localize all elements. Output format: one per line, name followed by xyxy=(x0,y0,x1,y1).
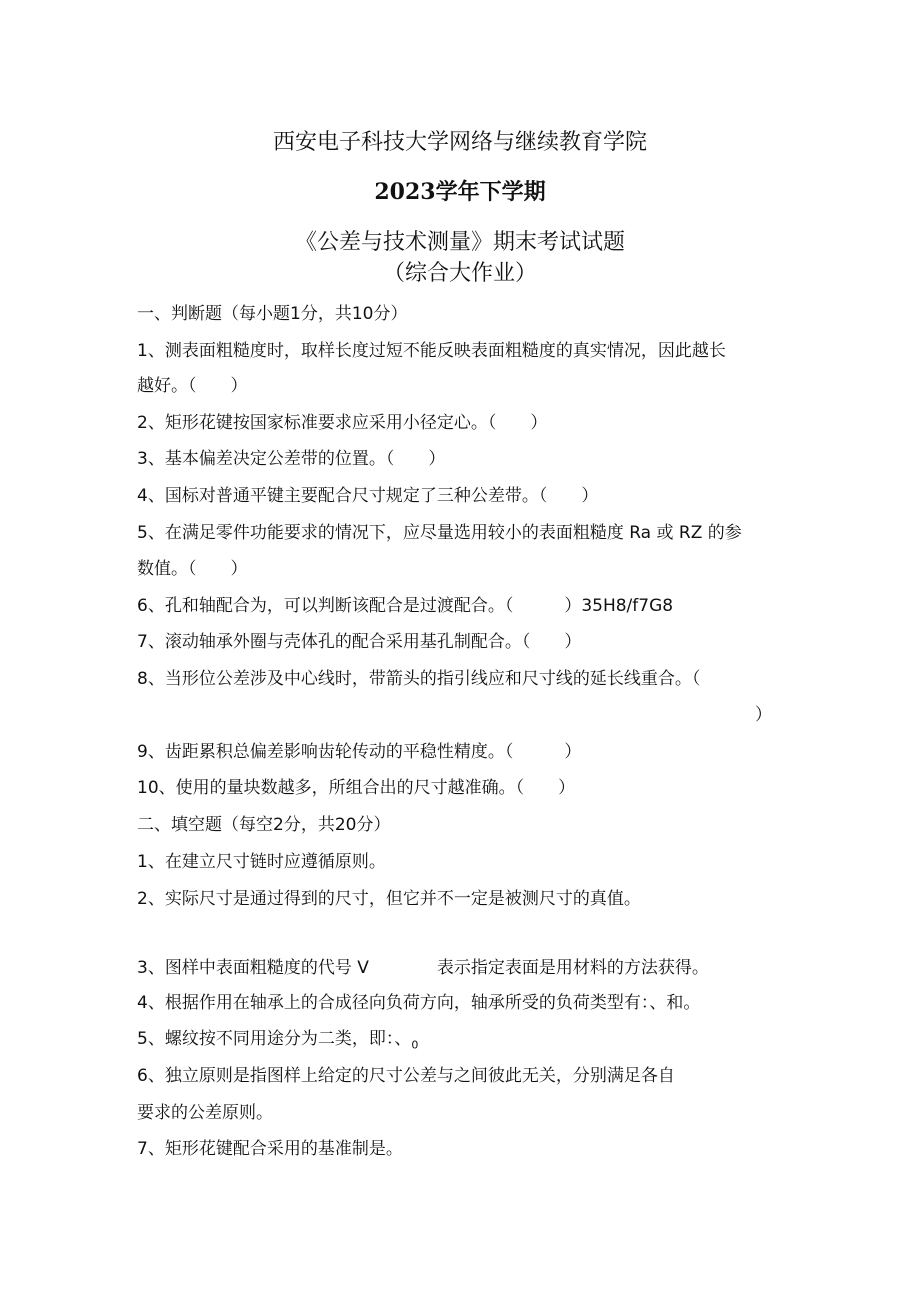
s1-q6-note: 35H8/f7G8 xyxy=(581,596,674,616)
s1-q10: 10、使用的量块数越多，所组合出的尺寸越准确。（ ） xyxy=(137,778,576,798)
s1-q6 xyxy=(137,591,787,616)
s1-q6-text: 6、孔和轴配合为，可以判断该配合是过渡配合。（ ） xyxy=(137,596,582,616)
s1-q4: 4、国标对普通平键主要配合尺寸规定了三种公差带。（ ） xyxy=(137,486,599,506)
s1-q9: 9、齿距累积总偏差影响齿轮传动的平稳性精度。（ ） xyxy=(137,742,582,762)
s1-q5-line2: 数值。（ ） xyxy=(137,559,248,579)
s2-q5 xyxy=(137,1024,787,1051)
s1-q1-line1: 1、测表面粗糙度时，取样长度过短不能反映表面粗糙度的真实情况，因此越长 xyxy=(137,341,726,361)
institution-title: 西安电子科技大学网络与继续教育学院 xyxy=(272,130,647,155)
s2-q3-part2: 表示指定表面是用材料的方法获得。 xyxy=(436,958,709,978)
s2-q1: 1、在建立尺寸链时应遵循原则。 xyxy=(137,852,386,872)
exam-subtitle: （综合大作业） xyxy=(382,261,537,286)
s1-q2: 2、矩形花键按国家标准要求应采用小径定心。（ ） xyxy=(137,413,548,433)
section2-heading: 二、填空题（每空2分，共20分） xyxy=(137,815,391,835)
s2-q7: 7、矩形花键配合采用的基准制是。 xyxy=(137,1139,403,1159)
s2-q5-mark: 0 xyxy=(411,1038,419,1052)
exam-title: 《公差与技术测量》期末考试试题 xyxy=(294,230,625,255)
s2-q3-part1: 3、图样中表面粗糙度的代号 V xyxy=(137,958,369,978)
s2-q5-text: 5、螺纹按不同用途分为二类，即：、 xyxy=(137,1029,412,1049)
s2-q6-line1: 6、独立原则是指图样上给定的尺寸公差与之间彼此无关，分别满足各自 xyxy=(137,1066,675,1086)
s1-q1-line2: 越好。（ ） xyxy=(137,376,248,396)
s1-q8-line1: 8、当形位公差涉及中心线时，带箭头的指引线应和尺寸线的延长线重合。（ xyxy=(137,669,701,689)
s2-q4: 4、根据作用在轴承上的合成径向负荷方向，轴承所受的负荷类型有：、和。 xyxy=(137,993,701,1013)
section1-heading: 一、判断题（每小题1分，共10分） xyxy=(137,304,408,324)
s1-q3: 3、基本偏差决定公差带的位置。（ ） xyxy=(137,449,446,469)
s2-q6-line2: 要求的公差原则。 xyxy=(137,1103,273,1123)
s1-q5-line1: 5、在满足零件功能要求的情况下，应尽量选用较小的表面粗糙度 Ra 或 RZ 的参 xyxy=(137,523,742,543)
s2-q2: 2、实际尺寸是通过得到的尺寸，但它并不一定是被测尺寸的真值。 xyxy=(137,889,641,909)
s1-q7: 7、滚动轴承外圈与壳体孔的配合采用基孔制配合。（ ） xyxy=(137,632,582,652)
term-title: 2023学年下学期 xyxy=(374,179,546,205)
s1-q8-line2: ） xyxy=(755,705,772,725)
s2-q3 xyxy=(137,953,787,978)
